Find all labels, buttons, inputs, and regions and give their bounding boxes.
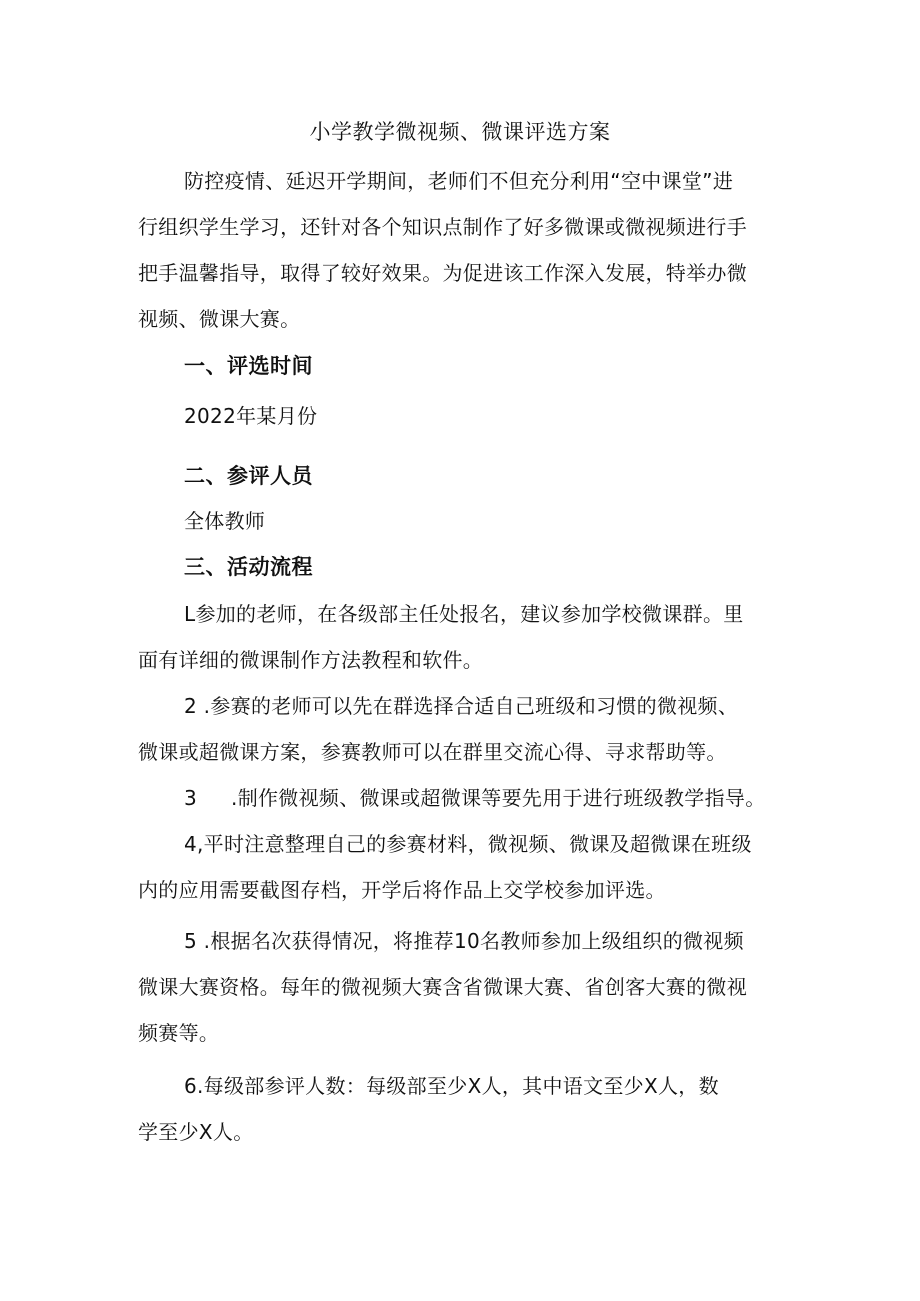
section-heading-evaluation-time: 一、评选时间 <box>184 354 313 378</box>
paragraph-line: 微课或超微课方案，参赛教师可以在群里交流心得、寻求帮助等。 <box>138 740 727 764</box>
paragraph-line: 微课大赛资格。每年的微视频大赛含省微课大赛、省创客大赛的微视 <box>138 975 747 999</box>
paragraph-line: 4,平时注意整理自己的参赛材料，微视频、微课及超微课在班级 <box>184 832 752 856</box>
participants-value: 全体教师 <box>184 509 266 533</box>
paragraph-line: 6.每级部参评人数：每级部至少X人，其中语文至少X人，数 <box>184 1074 719 1098</box>
item-text: .制作微视频、微课或超微课等要先用于进行班级教学指导。 <box>231 786 766 810</box>
process-item-2 <box>138 683 798 775</box>
paragraph-line: 防控疫情、延迟开学期间，老师们不但充分利用“空中课堂”进 <box>184 169 734 193</box>
paragraph-line <box>138 775 798 821</box>
paragraph-line: 5 .根据名次获得情况，将推荐10名教师参加上级组织的微视频 <box>184 929 744 953</box>
paragraph-line: 内的应用需要截图存档，开学后将作品上交学校参加评选。 <box>138 878 666 902</box>
section-heading-participants: 二、参评人员 <box>184 464 313 488</box>
process-item-4 <box>138 821 798 913</box>
section-heading-activity-process: 三、活动流程 <box>184 555 313 579</box>
process-item-6 <box>138 1063 798 1155</box>
item-number: 3 <box>184 786 198 810</box>
process-item-3 <box>138 775 798 821</box>
paragraph-line: 2 .参赛的老师可以先在群选择合适自己班级和习惯的微视频、 <box>184 694 739 718</box>
intro-paragraph <box>138 158 798 342</box>
process-item-5 <box>138 918 798 1056</box>
evaluation-time-value: 2022年某月份 <box>184 404 318 428</box>
paragraph-line: 频赛等。 <box>138 1021 220 1045</box>
paragraph-line: 行组织学生学习，还针对各个知识点制作了好多微课或微视频进行手 <box>138 215 747 239</box>
paragraph-line: 学至少X人。 <box>138 1120 254 1144</box>
paragraph-line: 视频、微课大赛。 <box>138 307 301 331</box>
document-title: 小学教学微视频、微课评选方案 <box>309 120 611 144</box>
paragraph-line: L参加的老师，在各级部主任处报名，建议参加学校微课群。里 <box>184 602 744 626</box>
paragraph-line: 面有详细的微课制作方法教程和软件。 <box>138 648 484 672</box>
paragraph-line: 把手温馨指导，取得了较好效果。为促进该工作深入发展，特举办微 <box>138 261 747 285</box>
process-item-1 <box>138 591 798 683</box>
